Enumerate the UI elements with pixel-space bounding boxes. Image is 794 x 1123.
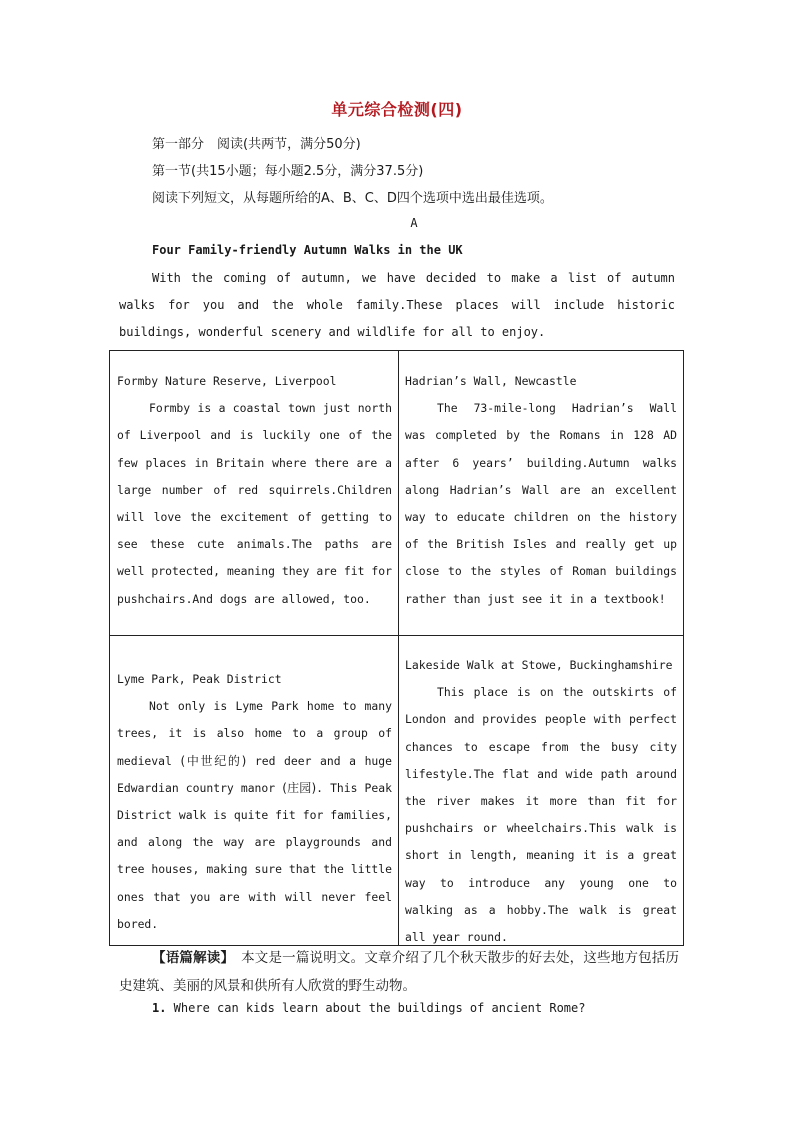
question-1 bbox=[152, 1001, 585, 1015]
passage-title: Four Family-friendly Autumn Walks in the UK bbox=[152, 243, 463, 257]
walk-cell-formby bbox=[117, 368, 392, 613]
walk-cell-lyme-park bbox=[117, 666, 392, 938]
walk-name: Lyme Park, Peak District bbox=[117, 672, 282, 686]
question-text: Where can kids learn about the buildings of ancient Rome? bbox=[166, 1001, 586, 1015]
question-number: 1. bbox=[152, 1001, 167, 1015]
walk-description: This place is on the outskirts of London and provides people with perfect chances to escape from the busy city lifestyle.The flat and wide path around the river makes it more than fit for pushchairs or wheelchairs.This walk is short in length, meaning it is a great way to introduce any young one to walking as a hobby.The walk is great all year round. bbox=[405, 685, 677, 945]
part-heading: 第一部分 阅读(共两节，满分50分) bbox=[152, 137, 361, 152]
passage-letter: A bbox=[410, 216, 418, 230]
walk-description-part: . This Peak District walk is quite fit for families, and along the way are playgrounds and tree houses, making sure that the little ones that you are with will never feel bored. bbox=[117, 780, 392, 931]
walks-table bbox=[109, 350, 684, 946]
walk-cell-stowe bbox=[405, 652, 677, 951]
walk-name: Lakeside Walk at Stowe, Buckinghamshire bbox=[405, 658, 673, 672]
gloss-medieval: (中世纪的) bbox=[180, 753, 247, 768]
passage-analysis bbox=[119, 944, 679, 1000]
walk-name: Hadrian’s Wall, Newcastle bbox=[405, 374, 577, 388]
table-divider-vertical bbox=[398, 351, 399, 945]
section-heading: 第一节(共15小题；每小题2.5分，满分37.5分) bbox=[152, 164, 424, 179]
walk-description-part: red deer and a huge Edwardian country manor bbox=[117, 753, 392, 795]
table-divider-horizontal bbox=[110, 635, 683, 636]
gloss-manor: (庄园) bbox=[282, 780, 317, 795]
walk-description-part: Not only is Lyme Park home to many trees, it is also home to a group of medieval bbox=[117, 699, 392, 768]
analysis-text: 本文是一篇说明文。文章介绍了几个秋天散步的好去处，这些地方包括历史建筑、美丽的风景和供所有人欣赏的野生动物。 bbox=[119, 950, 680, 994]
walk-cell-hadrians-wall bbox=[405, 368, 677, 613]
walk-description: Formby is a coastal town just north of Liverpool and is luckily one of the few places in Britain where there are a large number of red squirrels.Children will love the excitement of getting to see these cute animals.The paths are well protected, meaning they are fit for pushchairs.And dogs are allowed, too. bbox=[117, 401, 392, 606]
walk-name: Formby Nature Reserve, Liverpool bbox=[117, 374, 337, 388]
walk-description: The 73-mile-long Hadrian’s Wall was completed by the Romans in 128 AD after 6 years’ building.Autumn walks along Hadrian’s Wall are an excellent way to educate children on the history of the British Isles and really get up close to the styles of Roman buildings rather than just see it in a textbook! bbox=[405, 401, 677, 606]
walk-description bbox=[117, 693, 392, 938]
page-title: 单元综合检测(四) bbox=[331, 100, 463, 119]
instruction-text: 阅读下列短文，从每题所给的A、B、C、D四个选项中选出最佳选项。 bbox=[152, 191, 553, 206]
passage-intro: With the coming of autumn, we have decided to make a list of autumn walks for you and the whole family.These places will include historic buildings, wonderful scenery and wildlife for all to enjoy. bbox=[119, 271, 675, 340]
analysis-label: 【语篇解读】 bbox=[152, 950, 228, 966]
